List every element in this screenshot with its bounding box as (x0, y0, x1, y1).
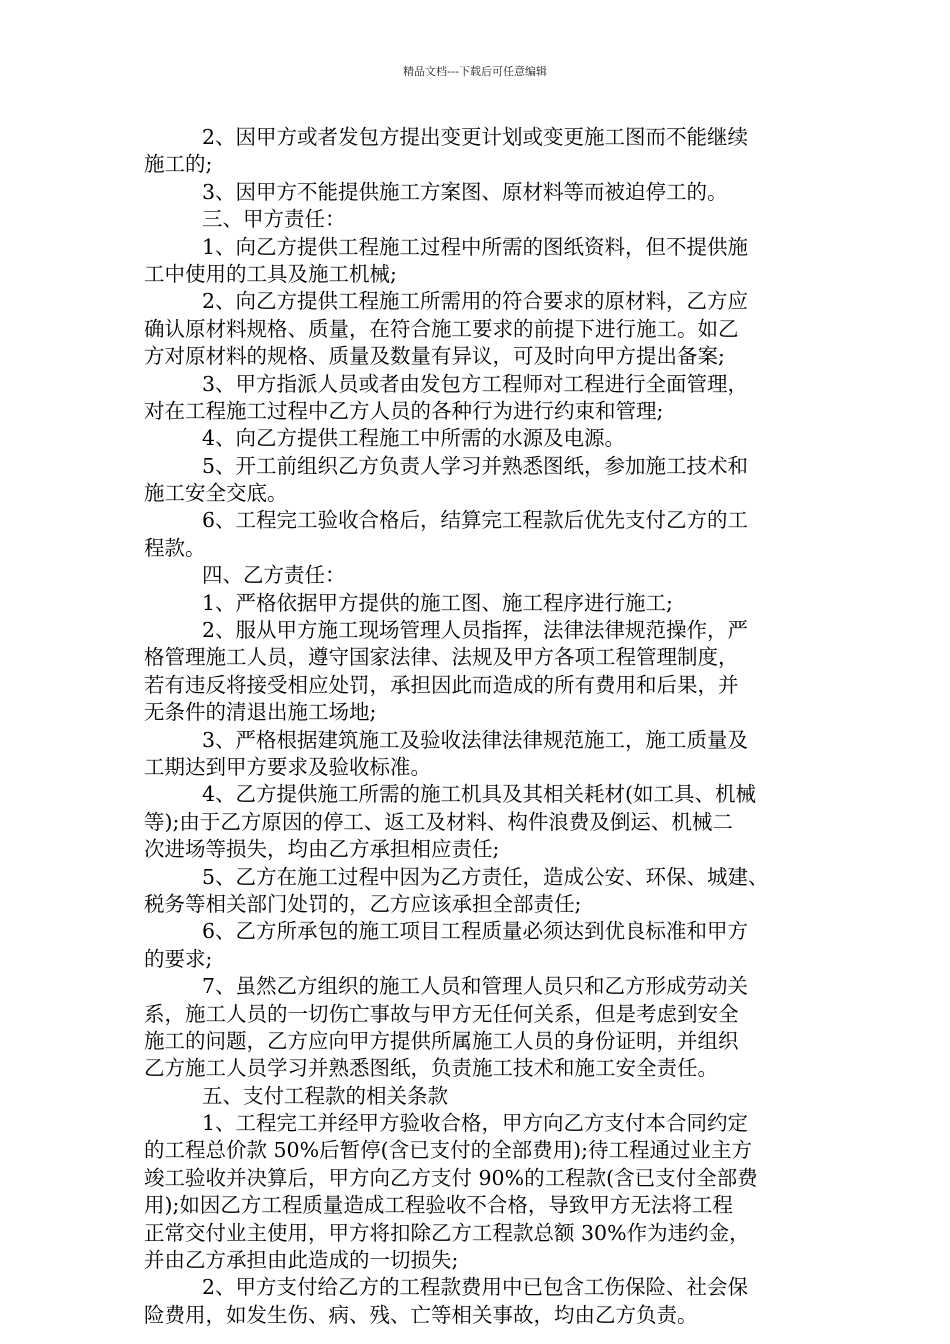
text-line: 税务等相关部门处罚的，乙方应该承担全部责任; (144, 891, 582, 916)
text-line: 5、乙方在施工过程中因为乙方责任，造成公安、环保、城建、 (202, 864, 769, 889)
text-line: 三、甲方责任： (202, 207, 346, 232)
text-line: 2、甲方支付给乙方的工程款费用中已包含工伤保险、社会保 (202, 1275, 749, 1300)
text-line: 施工安全交底。 (144, 481, 288, 506)
text-line: 四、乙方责任： (202, 563, 346, 588)
text-line: 工中使用的工具及施工机械; (144, 261, 397, 286)
text-line: 1、向乙方提供工程施工过程中所需的图纸资料，但不提供施 (202, 234, 749, 259)
text-line: 方对原材料的规格、质量及数量有异议，可及时向甲方提出备案; (144, 344, 725, 369)
text-line: 3、甲方指派人员或者由发包方工程师对工程进行全面管理， (202, 371, 749, 396)
text-line: 程款。 (144, 535, 206, 560)
text-line: 并由乙方承担由此造成的一切损失; (144, 1248, 459, 1273)
text-line: 系，施工人员的一切伤亡事故与甲方无任何关系，但是考虑到安全 (144, 1001, 739, 1026)
text-line: 1、工程完工并经甲方验收合格，甲方向乙方支付本合同约定 (202, 1111, 749, 1136)
text-line: 对在工程施工过程中乙方人员的各种行为进行约束和管理; (144, 398, 664, 423)
text-line: 格管理施工人员，遵守国家法律、法规及甲方各项工程管理制度， (144, 645, 739, 670)
text-line: 工期达到甲方要求及验收标准。 (144, 754, 431, 779)
text-line: 4、乙方提供施工所需的施工机具及其相关耗材(如工具、机械 (202, 782, 757, 807)
text-line: 乙方施工人员学习并熟悉图纸，负责施工技术和施工安全责任。 (144, 1056, 718, 1081)
text-line: 的工程总价款 50%后暂停(含已支付的全部费用);待工程通过业主方 (144, 1138, 752, 1163)
text-line: 3、严格根据建筑施工及验收法律法律规范施工，施工质量及 (202, 727, 749, 752)
text-line: 2、向乙方提供工程施工所需用的符合要求的原材料，乙方应 (202, 289, 749, 314)
text-line: 6、乙方所承包的施工项目工程质量必须达到优良标准和甲方 (202, 919, 749, 944)
text-line: 1、严格依据甲方提供的施工图、施工程序进行施工; (202, 590, 673, 615)
text-line: 2、服从甲方施工现场管理人员指挥，法律法律规范操作，严 (202, 618, 749, 643)
text-line: 竣工验收并决算后，甲方向乙方支付 90%的工程款(含已支付全部费 (144, 1165, 758, 1190)
text-line: 4、向乙方提供工程施工中所需的水源及电源。 (202, 426, 626, 451)
text-line: 施工的; (144, 152, 213, 177)
document-body (144, 124, 824, 1329)
text-line: 次进场等损失，均由乙方承担相应责任; (144, 837, 500, 862)
text-line: 7、虽然乙方组织的施工人员和管理人员只和乙方形成劳动关 (202, 974, 749, 999)
text-line: 2、因甲方或者发包方提出变更计划或变更施工图而不能继续 (202, 125, 749, 149)
text-line: 等);由于乙方原因的停工、返工及材料、构件浪费及倒运、机械二 (144, 809, 733, 834)
text-line: 的要求; (144, 946, 213, 971)
text-line: 用);如因乙方工程质量造成工程验收不合格，导致甲方无法将工程 (144, 1193, 733, 1218)
page-header: 精品文档---下载后可任意编辑 (403, 65, 547, 78)
text-line: 施工的问题，乙方应向甲方提供所属施工人员的身份证明，并组织 (144, 1028, 739, 1053)
text-line: 正常交付业主使用，甲方将扣除乙方工程款总额 30%作为违约金， (144, 1220, 750, 1245)
text-line: 险费用，如发生伤、病、残、亡等相关事故，均由乙方负责。 (144, 1302, 698, 1327)
text-line: 3、因甲方不能提供施工方案图、原材料等而被迫停工的。 (202, 179, 728, 204)
text-line: 若有违反将接受相应处罚，承担因此而造成的所有费用和后果，并 (144, 672, 739, 697)
text-line: 5、开工前组织乙方负责人学习并熟悉图纸，参加施工技术和 (202, 453, 749, 478)
text-line: 五、支付工程款的相关条款 (202, 1083, 448, 1108)
text-line: 6、工程完工验收合格后，结算完工程款后优先支付乙方的工 (202, 508, 749, 533)
text-line: 确认原材料规格、质量，在符合施工要求的前提下进行施工。如乙 (144, 316, 739, 341)
text-line: 无条件的清退出施工场地; (144, 700, 377, 725)
